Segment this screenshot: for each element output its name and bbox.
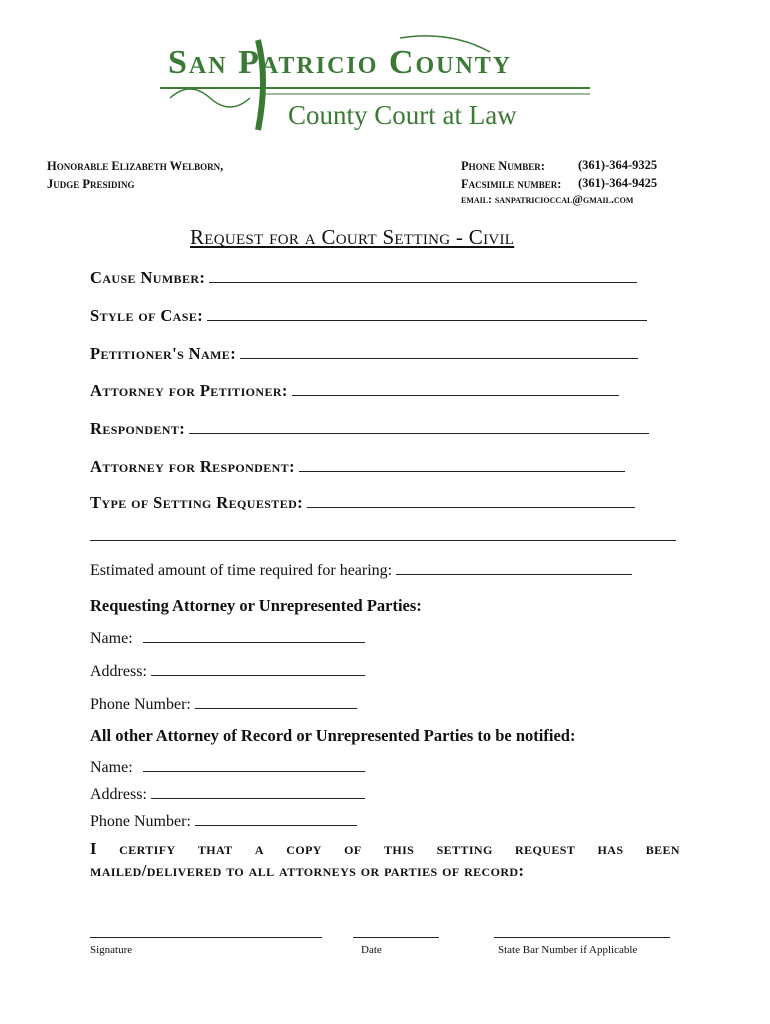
oth-name-line[interactable] [143, 757, 365, 772]
cause-number-field[interactable] [90, 268, 637, 288]
bar-number-caption: State Bar Number if Applicable [498, 944, 638, 956]
attorney-petitioner-line[interactable] [292, 381, 619, 396]
petitioner-name-label: Petitioner's Name: [90, 344, 237, 363]
respondent-field[interactable] [90, 419, 649, 439]
style-of-case-label: Style of Case: [90, 306, 204, 325]
type-of-setting-field[interactable] [90, 493, 635, 513]
attorney-petitioner-label: Attorney for Petitioner: [90, 381, 288, 400]
form-title: Request for a Court Setting - Civil [190, 225, 515, 249]
respondent-line[interactable] [189, 419, 649, 434]
type-of-setting-line-2[interactable] [90, 540, 676, 541]
attorney-respondent-line[interactable] [299, 457, 625, 472]
req-name-label: Name: [90, 630, 133, 647]
date-caption: Date [361, 944, 382, 956]
style-of-case-field[interactable] [90, 306, 647, 326]
req-address-line[interactable] [151, 661, 365, 676]
phone-label: Phone Number: [461, 159, 545, 173]
judge-name: Honorable Elizabeth Welborn, [47, 159, 224, 173]
fax-label: Facsimile number: [461, 177, 562, 191]
oth-name-field[interactable] [90, 757, 365, 777]
req-address-label: Address: [90, 663, 147, 680]
date-line[interactable] [353, 936, 439, 938]
others-heading: All other Attorney of Record or Unrepresented Parties to be notified: [90, 726, 576, 745]
oth-name-label: Name: [90, 759, 133, 776]
signature-caption: Signature [90, 944, 133, 956]
oth-address-line[interactable] [151, 784, 365, 799]
fax-value: (361)-364-9425 [578, 176, 658, 190]
attorney-petitioner-field[interactable] [90, 381, 619, 401]
req-phone-label: Phone Number: [90, 696, 191, 713]
oth-address-label: Address: [90, 786, 147, 803]
petitioner-name-line[interactable] [240, 344, 638, 359]
estimated-time-line[interactable] [396, 560, 632, 575]
logo-county-name: San Patricio County [168, 44, 513, 81]
attorney-respondent-label: Attorney for Respondent: [90, 457, 295, 476]
respondent-label: Respondent: [90, 419, 186, 438]
oth-phone-label: Phone Number: [90, 813, 191, 830]
certify-line-1: I certify that a copy of this setting request has been [90, 839, 680, 858]
cause-number-label: Cause Number: [90, 268, 206, 287]
logo-court-name: County Court at Law [288, 100, 517, 130]
phone-value: (361)-364-9325 [578, 158, 658, 172]
req-phone-line[interactable] [195, 694, 357, 709]
attorney-respondent-field[interactable] [90, 457, 625, 477]
certify-line-2: mailed/delivered to all attorneys or parties of record: [90, 861, 525, 880]
signature-line[interactable] [90, 936, 322, 938]
type-of-setting-line[interactable] [307, 493, 635, 508]
petitioner-name-field[interactable] [90, 344, 638, 364]
oth-phone-line[interactable] [195, 811, 357, 826]
estimated-time-label: Estimated amount of time required for hearing: [90, 562, 393, 579]
email-address: email: sanpatricioccal@gmail.com [461, 194, 634, 206]
requesting-heading: Requesting Attorney or Unrepresented Parties: [90, 596, 422, 615]
oth-address-field[interactable] [90, 784, 365, 804]
style-of-case-line[interactable] [207, 306, 647, 321]
bar-number-line[interactable] [494, 936, 670, 938]
estimated-time-field[interactable] [90, 560, 632, 580]
req-phone-field[interactable] [90, 694, 357, 714]
req-name-field[interactable] [90, 628, 365, 648]
judge-title: Judge Presiding [47, 177, 135, 191]
req-name-line[interactable] [143, 628, 365, 643]
req-address-field[interactable] [90, 661, 365, 681]
oth-phone-field[interactable] [90, 811, 357, 831]
type-of-setting-label: Type of Setting Requested: [90, 493, 304, 512]
cause-number-line[interactable] [209, 268, 637, 283]
court-logo [160, 30, 600, 140]
